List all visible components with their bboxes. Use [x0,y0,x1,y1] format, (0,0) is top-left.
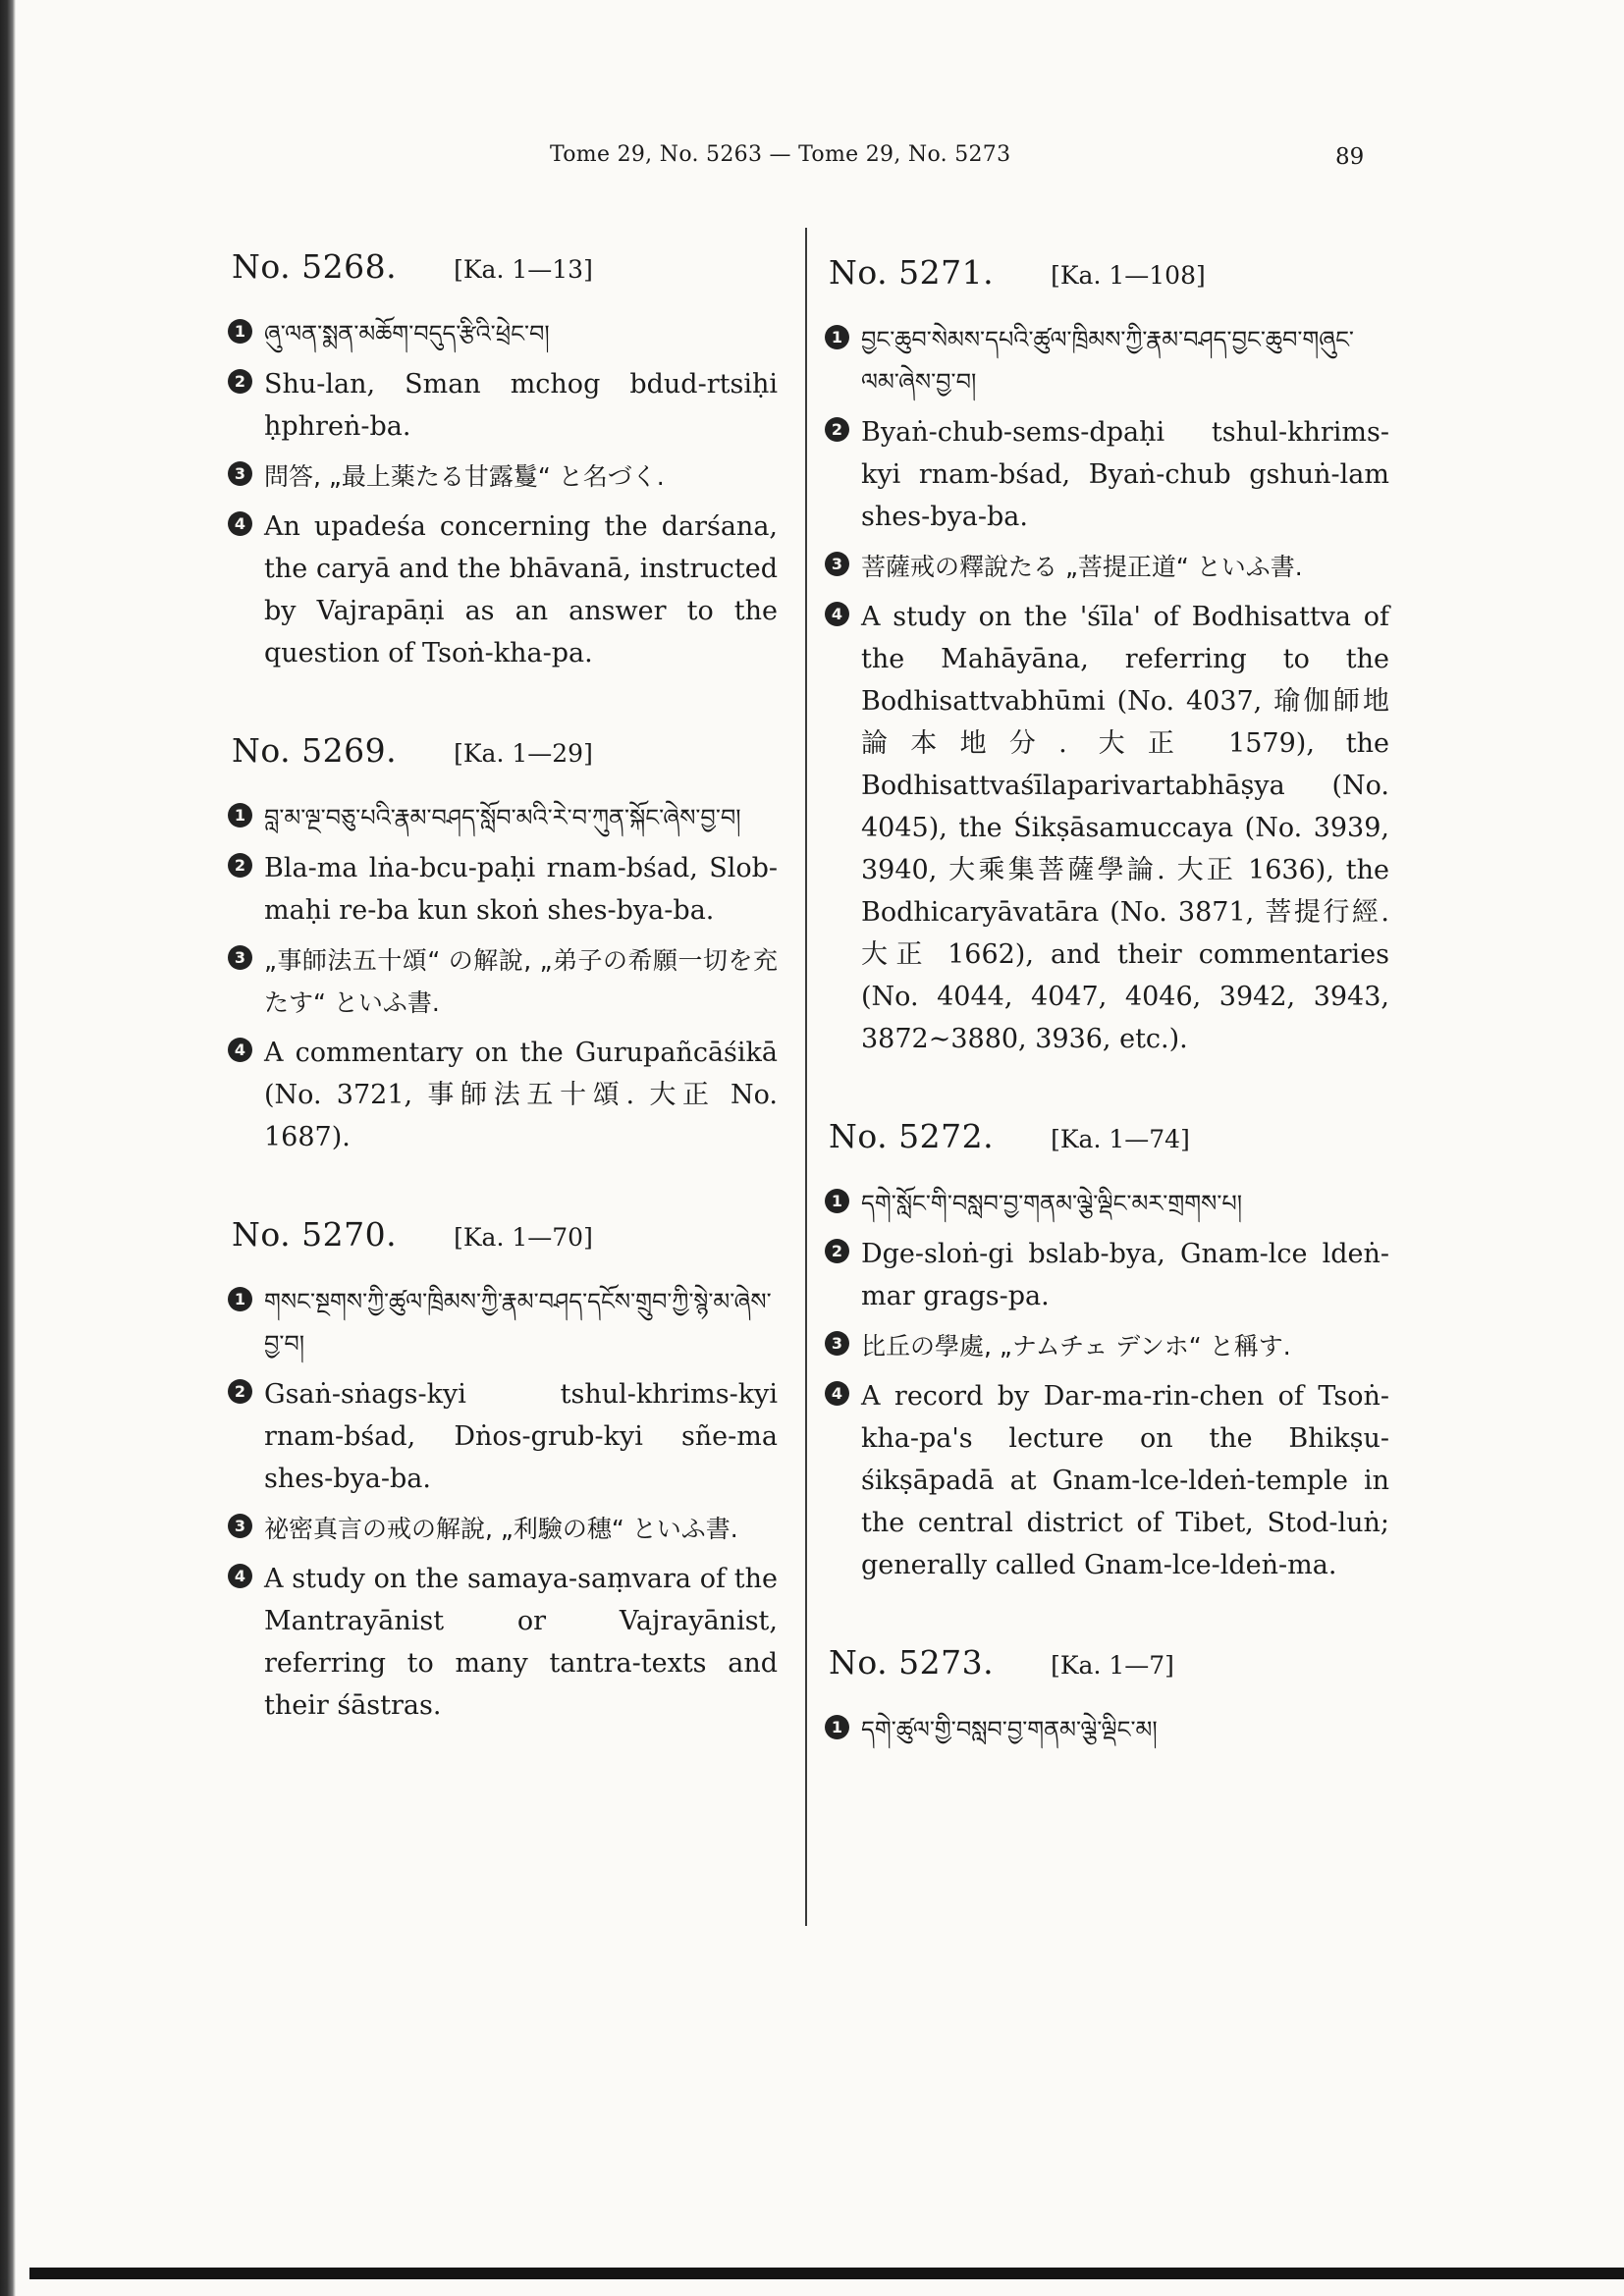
tibetan-title: དགེ་སློང་གི་བསླབ་བྱ་གནམ་ལྕེ་ལྡིང་མར་གྲགས་པ། [861,1190,1243,1217]
item-number-badge: 3 [228,1514,252,1538]
entry-item [228,1032,778,1158]
left-column [228,247,778,1784]
entry-item [825,546,1389,588]
item-number-badge: 2 [228,1379,252,1404]
japanese-title: 祕密真言の戒の解說, „利驗の穗“ といふ書. [264,1515,738,1543]
entry-number: No. 5272. [829,1117,995,1155]
japanese-title: 菩薩戒の釋說たる „菩提正道“ といふ書. [861,553,1303,581]
entry-reference: [Ka. 1—7] [1051,1651,1174,1680]
transliterated-title: Shu-lan, Sman mchog bdud-rtsiḥi ḥphreṅ-ba. [264,369,778,442]
entry-reference: [Ka. 1—29] [454,739,593,768]
japanese-title: 比丘の學處, „ナムチェ デンホ“ と稱す. [861,1332,1291,1361]
transliterated-title: Byaṅ-chub-sems-dpaḥi tshul-khrims-kyi rnam-bśad, Byaṅ-chub gshuṅ-lam shes-bya-ba. [861,417,1389,532]
entry-item [228,1508,778,1550]
entry-item [228,506,778,674]
entry-item [825,596,1389,1060]
entry-item [228,363,778,448]
transliterated-title: Dge-sloṅ-gi bslab-bya, Gnam-lce ldeṅ-mar grags-pa. [861,1239,1389,1311]
entry-item [228,455,778,498]
catalog-entry [228,247,778,674]
item-number-badge: 4 [228,1564,252,1588]
item-number-badge: 1 [228,803,252,828]
transliterated-title: Gsaṅ-sṅags-kyi tshul-khrims-kyi rnam-bśad, Dṅos-grub-kyi sñe-ma shes-bya-ba. [264,1379,778,1494]
entry-number: No. 5270. [232,1215,398,1254]
item-number-badge: 2 [228,853,252,878]
catalog-entry [825,253,1389,1060]
entry-number: No. 5271. [829,253,995,292]
item-number-badge: 1 [228,1287,252,1311]
item-number-badge: 4 [825,1381,849,1406]
item-description: A study on the samaya-saṃvara of the Mantrayānist or Vajrayānist, referring to many tantra-texts and their śāstras. [264,1564,778,1721]
running-head: Tome 29, No. 5263 — Tome 29, No. 5273 [550,142,1011,167]
catalog-entry [228,731,778,1158]
bottom-rule [29,2268,1624,2279]
item-number-badge: 1 [825,1715,849,1739]
japanese-title: „事師法五十頌“ の解說, „弟子の希願一切を充たす“ といふ書. [264,946,778,1017]
entry-heading [232,247,778,286]
entry-item [228,797,778,839]
tibetan-title: བྱང་ཆུབ་སེམས་དཔའི་ཚུལ་ཁྲིམས་ཀྱི་རྣམ་བཤད་བྱང་ཆུབ་གཞུང་ལམ་ཞེས་བྱ་བ། [861,326,1354,396]
catalog-entry [825,1117,1389,1586]
entry-item [825,319,1389,403]
entry-item [228,1558,778,1727]
item-description: An upadeśa concerning the darśana, the caryā and the bhāvanā, instructed by Vajrapāṇi as an answer to the question of Tsoṅ-kha-pa. [264,511,778,668]
item-number-badge: 2 [825,1239,849,1263]
item-number-badge: 3 [825,552,849,576]
item-number-badge: 1 [825,1189,849,1213]
entry-heading [829,253,1389,292]
entry-number: No. 5268. [232,247,398,286]
entry-item [228,1281,778,1365]
right-column [825,253,1389,1808]
item-number-badge: 1 [228,319,252,344]
entry-number: No. 5273. [829,1643,995,1682]
item-number-badge: 1 [825,325,849,349]
entry-reference: [Ka. 1—13] [454,255,593,284]
entry-item [228,313,778,355]
item-description: A commentary on the Gurupañcāśikā (No. 3721, 事師法五十頌. 大正 No. 1687). [264,1038,778,1152]
item-description: A record by Dar-ma-rin-chen of Tsoṅ-kha-pa's lecture on the Bhikṣu-śikṣāpadā at Gnam-lce-ldeṅ-temple in the central district of Tibet, Stod-luṅ; generally called Gnam-lce-ldeṅ-ma. [861,1381,1389,1580]
entry-item [825,1709,1389,1751]
entry-reference: [Ka. 1—108] [1051,261,1206,290]
catalog-entry [228,1215,778,1727]
item-number-badge: 4 [825,602,849,626]
entry-number: No. 5269. [232,731,398,770]
entry-item [825,1233,1389,1317]
item-description: A study on the 'śīla' of Bodhisattva of the Mahāyāna, referring to the Bodhisattvabhūmi (No. 4037, 瑜伽師地論本地分. 大正 1579), the Bodhisattvaśīlaparivartabhāṣya (No. 4045), the Śikṣāsamuccaya (No. 3939, 3940, 大乘集菩薩學論. 大正 1636), the Bodhicaryāvatāra (No. 3871, 菩提行經. 大正 1662), and their commentaries (No. 4044, 4047, 4046, 3942, 3943, 3872∼3880, 3936, etc.). [861,602,1389,1054]
entry-reference: [Ka. 1—70] [454,1223,593,1252]
item-number-badge: 3 [825,1331,849,1356]
entry-heading [232,731,778,770]
entry-item [825,1325,1389,1367]
item-number-badge: 4 [228,1038,252,1062]
page-number: 89 [1335,144,1365,170]
entry-heading [829,1117,1389,1155]
item-number-badge: 4 [228,511,252,536]
item-number-badge: 3 [228,945,252,970]
column-divider [805,228,807,1926]
transliterated-title: Bla-ma lṅa-bcu-paḥi rnam-bśad, Slob-maḥi re-ba kun skoṅ shes-bya-ba. [264,853,778,926]
item-number-badge: 3 [228,461,252,486]
entry-item [825,1375,1389,1586]
entry-heading [829,1643,1389,1682]
entry-heading [232,1215,778,1254]
entry-item [825,1183,1389,1225]
entry-reference: [Ka. 1—74] [1051,1125,1190,1153]
entry-item [825,411,1389,538]
item-number-badge: 2 [825,417,849,442]
japanese-title: 問答, „最上薬たる甘露鬘“ と名づく. [264,462,665,491]
catalog-entry [825,1643,1389,1751]
entry-item [228,1373,778,1500]
tibetan-title: ཞུ་ལན་སྨན་མཆོག་བདུད་རྩིའི་ཕྲེང་བ། [264,320,550,347]
entry-item [228,847,778,932]
tibetan-title: གསང་སྔགས་ཀྱི་ཚུལ་ཁྲིམས་ཀྱི་རྣམ་བཤད་དངོས་གྲུབ་ཀྱི་སྙེ་མ་ཞེས་བྱ་བ། [264,1288,772,1358]
tibetan-title: བླ་མ་ལྔ་བཅུ་པའི་རྣམ་བཤད་སློབ་མའི་རེ་བ་ཀུན་སྐོང་ཞེས་བྱ་བ། [264,804,741,831]
item-number-badge: 2 [228,369,252,394]
entry-item [228,939,778,1024]
binding-edge [0,0,16,2296]
tibetan-title: དགེ་ཚུལ་གྱི་བསླབ་བྱ་གནམ་ལྕེ་ལྡིང་མ། [861,1716,1158,1743]
